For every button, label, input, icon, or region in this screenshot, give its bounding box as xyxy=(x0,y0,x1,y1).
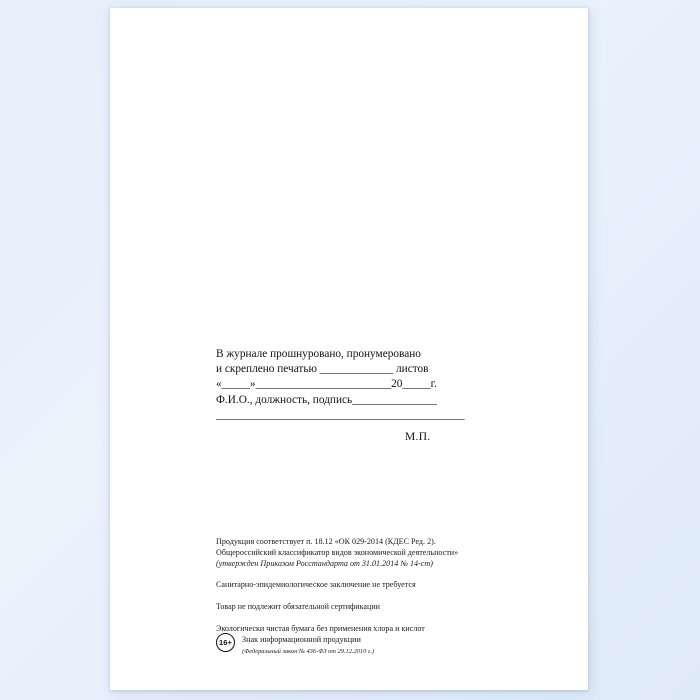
product-classifier-note xyxy=(216,536,556,570)
paper-note: Экологически чистая бумага без применения хлора и кислот xyxy=(216,624,425,634)
age-rating-law: (Федеральный закон № 436-ФЗ от 29.12.2010 г.) xyxy=(242,647,375,655)
age-rating-label: Знак информационной продукции xyxy=(242,635,361,644)
document-page xyxy=(110,8,588,690)
product-classifier-line-3: (утвержден Приказом Росстандарта от 31.01.2014 № 14-ст) xyxy=(216,559,433,569)
product-classifier-line-2: Общероссийский классификатор видов экономической деятельности» xyxy=(216,548,459,558)
legal-block xyxy=(216,536,556,645)
product-classifier-line-1: Продукция соответствует п. 18.12 «ОК 029-2014 (КДЕС Ред. 2). xyxy=(216,537,436,546)
age-rating-badge-icon: 16+ xyxy=(216,633,235,652)
certification-date-line: «_____»________________________20_____г. xyxy=(216,378,437,391)
certification-line-1: В журнале прошнуровано, пронумеровано xyxy=(216,348,421,360)
age-rating-row xyxy=(216,632,374,656)
certification-blank-line: ____________________________________________ xyxy=(216,408,465,421)
certification-block xyxy=(216,347,536,423)
certification-line-2: и скреплено печатью _____________ листов xyxy=(216,363,429,376)
age-rating-text xyxy=(242,632,374,656)
certification-note: Товар не подлежит обязательной сертификации xyxy=(216,601,381,611)
seal-mark: М.П. xyxy=(405,431,431,443)
certification-signature-line: Ф.И.О., должность, подпись_______________ xyxy=(216,393,437,406)
sanitary-note: Санитарно-эпидемиологическое заключение не требуется xyxy=(216,579,416,589)
